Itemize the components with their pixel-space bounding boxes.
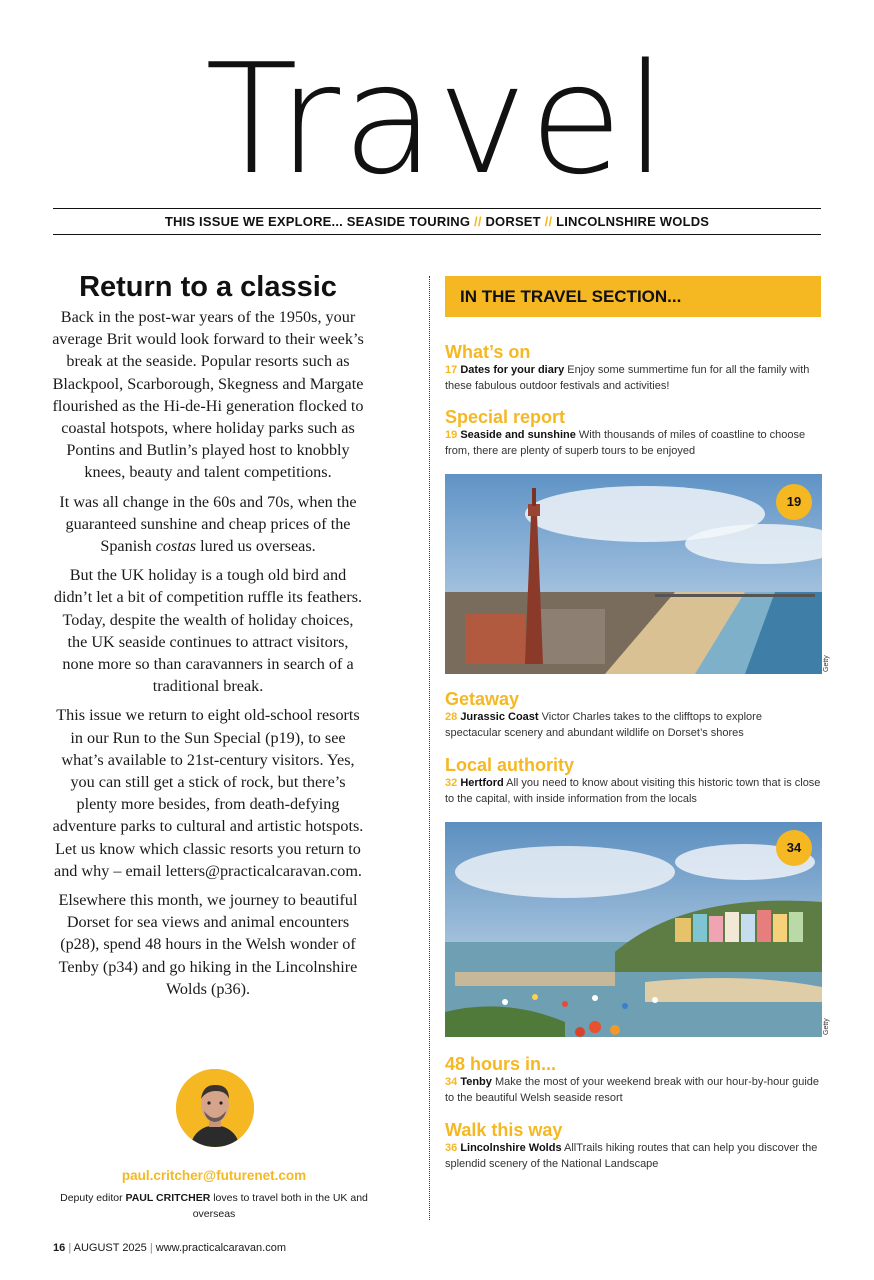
page-badge: 19 [776,484,812,520]
strap-bottom-rule [53,234,821,235]
tenby-harbour-photo [445,822,822,1037]
strap-separator: // [474,214,482,229]
photo-credit: Getty [823,655,830,672]
strap-separator: // [544,214,553,229]
section-heading: 48 hours in... [445,1054,557,1074]
strap-prefix: THIS ISSUE WE EXPLORE... SEASIDE TOURING [164,214,471,229]
section-item [445,755,821,807]
section-heading: Local authority [445,755,575,775]
editor-email-link[interactable]: paul.critcher@futurenet.com [121,1168,307,1183]
section-item [445,407,821,459]
photo-credit: Getty [823,1018,830,1035]
section-text: 36 Lincolnshire Wolds AllTrails hiking routes that can help you discover the splendid scenery of the National Landscape [445,1142,818,1170]
editorial-paragraph: But the UK holiday is a tough old bird and didn’t let a bit of competition ruffle its feathers. Today, despite the wealth of holiday choices, the UK seaside continues to attract visitors, none more so than caravanners in search of a traditional break. [53,566,363,696]
issue-strapline [53,214,821,229]
section-banner [445,276,821,317]
section-item [445,1054,821,1106]
section-heading: Getaway [445,689,520,709]
section-heading: What’s on [445,342,531,362]
editor-avatar [176,1069,254,1147]
strap-item-dorset: DORSET [485,214,541,229]
editorial-paragraph: It was all change in the 60s and 70s, when the guaranteed sunshine and cheap prices of the Spanish costas lured us overseas. [59,492,357,556]
strap-item-lincolnshire: LINCOLNSHIRE WOLDS [556,214,710,229]
section-heading: Special report [445,407,566,427]
editor-bio: Deputy editor PAUL CRITCHER loves to travel both in the UK and overseas [60,1192,368,1220]
strap-top-rule [53,208,821,209]
section-text: 19 Seaside and sunshine With thousands of miles of coastline to choose from, there are plenty of superb tours to be enjoyed [445,429,806,457]
editorial-paragraph: Back in the post-war years of the 1950s, your average Brit would look forward to their week’s break at the seaside. Popular resorts such as Blackpool, Scarborough, Skegness and Margate flourished as the Hi-de-Hi generation flocked to coastal hotspots, where holiday parks such as Pontins and Butlin’s played host to knobbly knees, beauty and talent competitions. [52,308,364,482]
section-text: 32 Hertford All you need to know about visiting this historic town that is close to the capital, with inside information from the locals [445,777,821,805]
section-text: 28 Jurassic Coast Victor Charles takes to the clifftops to explore spectacular scenery and abundant wildlife on Dorset’s shores [445,711,762,739]
column-divider [429,276,430,1220]
issue-date: AUGUST 2025 [73,1242,147,1254]
section-item [445,689,821,741]
page-footer: 16 | AUGUST 2025 | www.practicalcaravan.com [53,1242,286,1254]
website-link[interactable]: www.practicalcaravan.com [155,1242,286,1254]
page-title: Travel [205,31,669,208]
section-banner-label: IN THE TRAVEL SECTION... [460,287,682,306]
section-heading: Walk this way [445,1120,563,1140]
page-badge: 34 [776,830,812,866]
editorial-column [52,268,364,1007]
section-text: 34 Tenby Make the most of your weekend break with our hour-by-hour guide to the beautiful Welsh seaside resort [445,1076,820,1104]
section-item [445,1120,821,1172]
editorial-heading: Return to a classic [79,271,337,303]
section-item [445,342,821,394]
editorial-paragraph: Elsewhere this month, we journey to beautiful Dorset for sea views and animal encounters (p28), spend 48 hours in the Welsh wonder of Tenby (p34) and go hiking in the Lincolnshire Wolds (p36). [58,891,358,998]
section-text: 17 Dates for your diary Enjoy some summertime fun for all the family with these fabulous outdoor festivals and activities! [445,364,810,392]
page-number: 16 [53,1242,66,1254]
editorial-paragraph: This issue we return to eight old-school resorts in our Run to the Sun Special (p19), to see what’s available to 21st-century visitors. Yes, you can still get a stick of rock, but there’s plenty more besides, from death-defying adventure parks to cultural and artistic hotspots. Let us know which classic resorts you return to and why – email letters@practicalcaravan.com. [52,706,364,880]
blackpool-tower-photo [445,474,822,674]
